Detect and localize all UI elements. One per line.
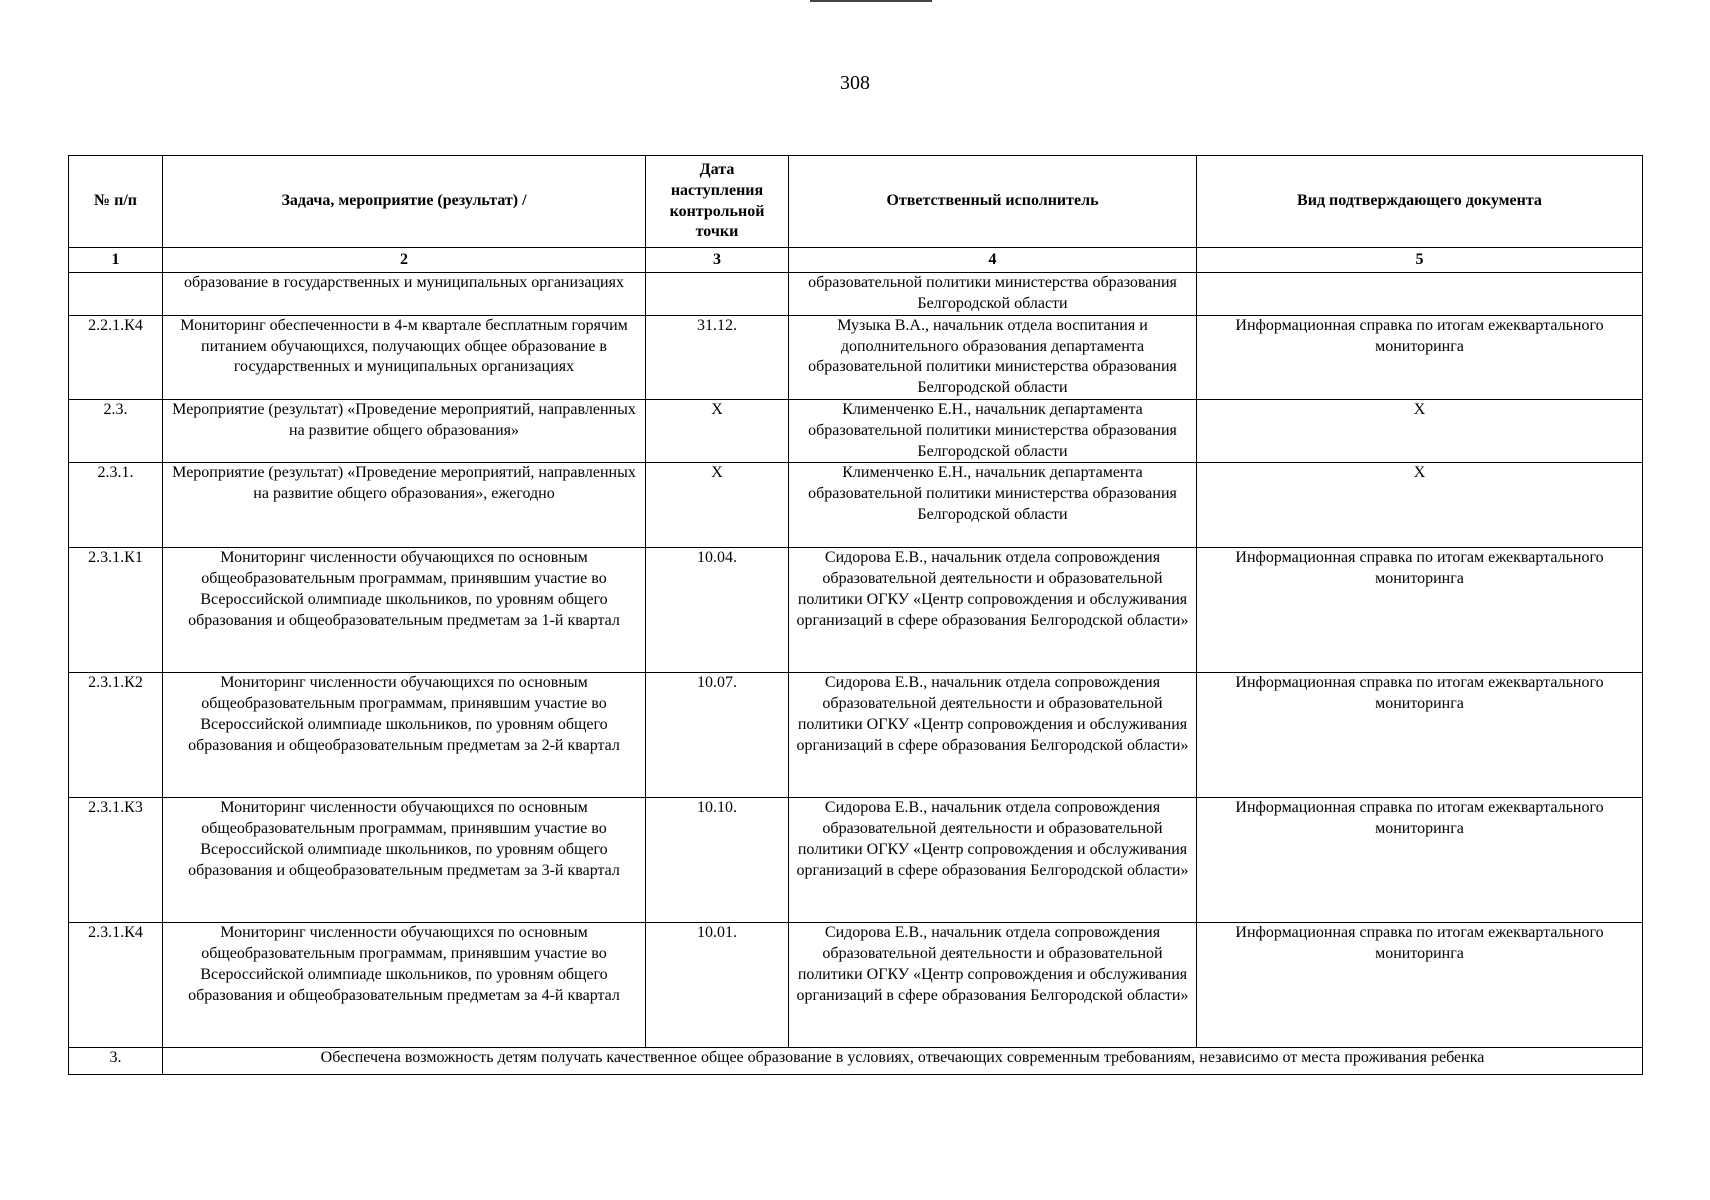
row-document: Х (1197, 463, 1643, 548)
row-executor: Сидорова Е.В., начальник отдела сопровождения образовательной деятельности и образовательной политики ОГКУ «Центр сопровождения и обслуживания организаций в сфере образования Белгородской области» (789, 548, 1197, 673)
column-number: 4 (789, 248, 1197, 273)
table-row (69, 399, 1643, 462)
table-row (69, 673, 1643, 798)
row-date: Х (646, 463, 789, 548)
row-executor: Сидорова Е.В., начальник отдела сопровождения образовательной деятельности и образовательной политики ОГКУ «Центр сопровождения и обслуживания организаций в сфере образования Белгородской области» (789, 923, 1197, 1048)
row-date: 31.12. (646, 315, 789, 399)
column-number: 2 (163, 248, 646, 273)
row-document: Информационная справка по итогам ежеквартального мониторинга (1197, 798, 1643, 923)
row-num: 2.3.1. (69, 463, 163, 548)
row-task: Мероприятие (результат) «Проведение мероприятий, направленных на развитие общего образования», ежегодно (163, 463, 646, 548)
row-task: Мониторинг численности обучающихся по основным общеобразовательным программам, принявшим участие во Всероссийской олимпиаде школьников, по уровням общего образования и общеобразовательным предметам за 4-й квартал (163, 923, 646, 1048)
column-number: 1 (69, 248, 163, 273)
header-row (69, 156, 1643, 248)
row-executor: Клименченко Е.Н., начальник департамента образовательной политики министерства образования Белгородской области (789, 463, 1197, 548)
row-executor: Сидорова Е.В., начальник отдела сопровождения образовательной деятельности и образовательной политики ОГКУ «Центр сопровождения и обслуживания организаций в сфере образования Белгородской области» (789, 798, 1197, 923)
header-num: № п/п (69, 156, 163, 248)
row-task: Мониторинг численности обучающихся по основным общеобразовательным программам, принявшим участие во Всероссийской олимпиаде школьников, по уровням общего образования и общеобразовательным предметам за 1-й квартал (163, 548, 646, 673)
row-executor: образовательной политики министерства образования Белгородской области (789, 273, 1197, 316)
row-document: Информационная справка по итогам ежеквартального мониторинга (1197, 315, 1643, 399)
page-number: 308 (840, 72, 870, 94)
table-row (69, 548, 1643, 673)
row-document: Информационная справка по итогам ежеквартального мониторинга (1197, 673, 1643, 798)
row-num: 2.3.1.К4 (69, 923, 163, 1048)
row-document: Информационная справка по итогам ежеквартального мониторинга (1197, 923, 1643, 1048)
column-number: 3 (646, 248, 789, 273)
header-executor: Ответственный исполнитель (789, 156, 1197, 248)
column-number-row (69, 248, 1643, 273)
header-date: Дата наступления контрольной точки (646, 156, 789, 248)
row-num: 2.3.1.К1 (69, 548, 163, 673)
table-row (69, 315, 1643, 399)
table-row (69, 923, 1643, 1048)
row-num: 2.3. (69, 399, 163, 462)
row-document: Х (1197, 399, 1643, 462)
row-task: Мониторинг обеспеченности в 4-м квартале бесплатным горячим питанием обучающихся, получающих общее образование в государственных и муниципальных организациях (163, 315, 646, 399)
table-row (69, 273, 1643, 316)
section-row (69, 1048, 1643, 1075)
row-date: 10.01. (646, 923, 789, 1048)
row-date: 10.04. (646, 548, 789, 673)
column-number: 5 (1197, 248, 1643, 273)
row-executor: Клименченко Е.Н., начальник департамента образовательной политики министерства образования Белгородской области (789, 399, 1197, 462)
row-task: Мониторинг численности обучающихся по основным общеобразовательным программам, принявшим участие во Всероссийской олимпиаде школьников, по уровням общего образования и общеобразовательным предметам за 2-й квартал (163, 673, 646, 798)
top-rule (810, 0, 932, 2)
row-date (646, 273, 789, 316)
row-task: Мониторинг численности обучающихся по основным общеобразовательным программам, принявшим участие во Всероссийской олимпиаде школьников, по уровням общего образования и общеобразовательным предметам за 3-й квартал (163, 798, 646, 923)
row-num: 2.3.1.К3 (69, 798, 163, 923)
table-row (69, 463, 1643, 548)
row-num (69, 273, 163, 316)
header-task: Задача, мероприятие (результат) / (163, 156, 646, 248)
row-task: образование в государственных и муниципальных организациях (163, 273, 646, 316)
row-date: 10.07. (646, 673, 789, 798)
row-date: Х (646, 399, 789, 462)
row-num: 2.2.1.К4 (69, 315, 163, 399)
row-task: Мероприятие (результат) «Проведение мероприятий, направленных на развитие общего образования» (163, 399, 646, 462)
plan-table (68, 155, 1643, 1075)
row-executor: Музыка В.А., начальник отдела воспитания и дополнительного образования департамента образовательной политики министерства образования Белгородской области (789, 315, 1197, 399)
row-document (1197, 273, 1643, 316)
row-num: 2.3.1.К2 (69, 673, 163, 798)
section-num: 3. (69, 1048, 163, 1075)
table-row (69, 798, 1643, 923)
row-executor: Сидорова Е.В., начальник отдела сопровождения образовательной деятельности и образовательной политики ОГКУ «Центр сопровождения и обслуживания организаций в сфере образования Белгородской области» (789, 673, 1197, 798)
row-document: Информационная справка по итогам ежеквартального мониторинга (1197, 548, 1643, 673)
section-title: Обеспечена возможность детям получать качественное общее образование в условиях, отвечающих современным требованиям, независимо от места проживания ребенка (163, 1048, 1643, 1075)
header-document: Вид подтверждающего документа (1197, 156, 1643, 248)
row-date: 10.10. (646, 798, 789, 923)
